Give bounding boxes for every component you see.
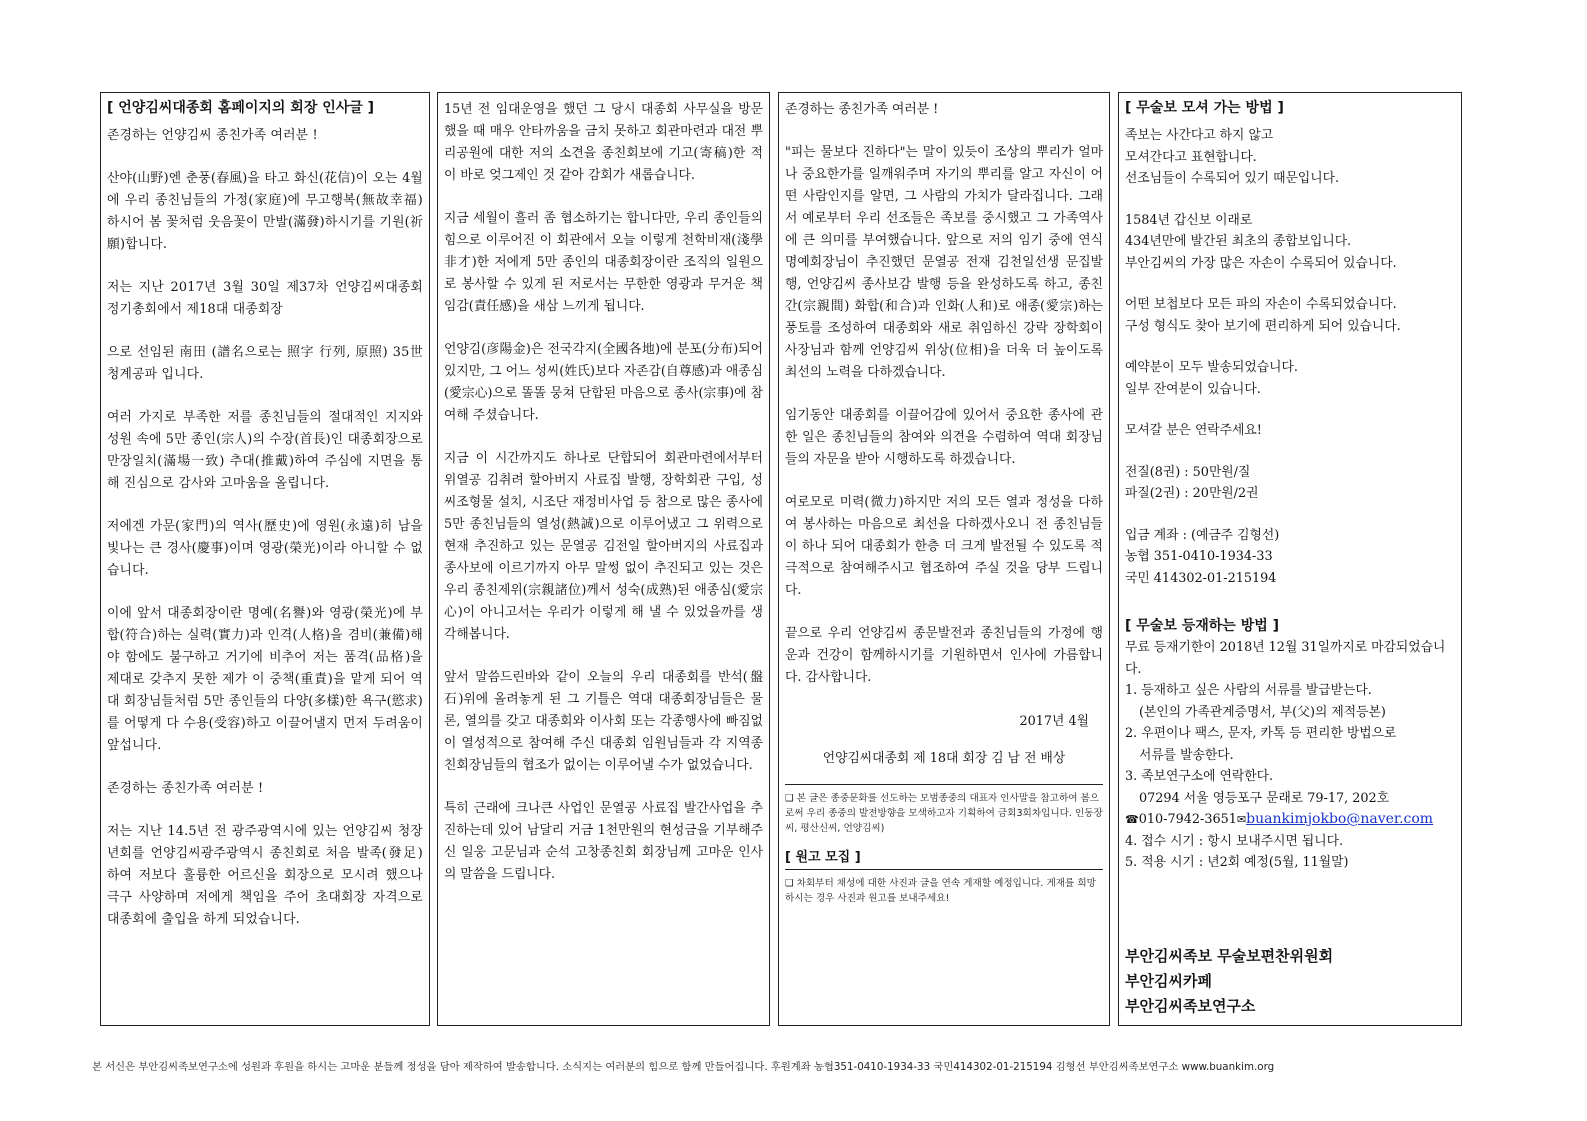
greeting-title: [ 언양김씨대종회 홈페이지의 회장 인사글 ]: [107, 100, 375, 116]
email-link[interactable]: buankimjokbo@naver.com: [1246, 811, 1434, 827]
footer-text: 본 서신은 부안김씨족보연구소에 성원과 후원을 하시는 고마운 분들께 정성을 담아 제작하여 발송합니다. 소식지는 여러분의 힘으로 함께 만들어집니다. 후원계좌 농협351-0410-1934-33 국민414302-01-215194 김형선 부안김씨족보연구소 www.buankim.org: [92, 1061, 1275, 1073]
jokbo-paragraph: 1584년 갑신보 이래로 434년만에 발간된 최초의 종합보입니다. 부안김씨의 가장 많은 자손이 수록되어 있습니다.: [1125, 212, 1397, 271]
greeting-paragraph: 지금 이 시간까지도 하나로 단합되어 회관마련에서부터 위열공 김취려 할아버지 사료집 발행, 장학회관 구입, 성씨조형물 설치, 시조단 재정비사업 등 참으로 많은 종사에 5만 종친님들의 열성(熱誠)으로 이루어냈고 그 위력으로 현재 추진하고 있는 문열공 김전일 할아버지의 사료집과 종사보에 이르기까지 아무 말썽 없이 추진되고 있는 것은 우리 종친제위(宗親諸位)께서 성숙(成熟)된 애종심(愛宗心)이 아니고서는 우리가 이렇게 해 낼 수 있었을까를 생각해봅니다.: [444, 451, 763, 642]
register-intro: 무료 등재기한이 2018년 12월 31일까지로 마감되었습니다.: [1125, 640, 1446, 677]
org-cafe: 부안김씨카페: [1125, 972, 1212, 990]
register-step-2-detail: 서류를 발송한다.: [1139, 747, 1234, 763]
register-step-2: 2. 우편이나 팩스, 문자, 카톡 등 편리한 방법으로: [1125, 726, 1397, 741]
greeting-paragraph: 앞서 말씀드린바와 같이 오늘의 우리 대종회를 반석(盤石)위에 올려놓게 된 그 기틀은 역대 대종회장님들은 물론, 열의를 갖고 대종회와 이사회 또는 각종행사에 빠짐없이 열성적으로 참여해 주신 대종회 임원님들과 각 지역종친회장님들의 협조가 없이는 이루어낼 수가 없었습니다.: [444, 670, 763, 773]
organization-list: [1125, 944, 1333, 1019]
register-step-5: 5. 적용 시기 : 년2회 예정(5월, 11월말): [1125, 855, 1349, 870]
recruit-text: ❑ 차회부터 채성에 대한 사진과 글을 연속 게재할 예정입니다. 게재를 희망하시는 경우 사진과 원고를 보내주세요!: [785, 869, 1103, 906]
greeting-paragraphs-2: [444, 99, 763, 886]
org-committee: 부안김씨족보 무술보편찬위원회: [1125, 947, 1334, 965]
greeting-paragraph: 이에 앞서 대종회장이란 명예(名譽)와 영광(榮光)에 부합(符合)하는 실력(實力)과 인격(人格)을 겸비(兼備)해야 함에도 불구하고 거기에 비추어 저는 품격(品格)을 제대로 갖추지 못한 제가 이 중책(重責)을 맡게 되어 역대 회장님들처럼 5만 종인들의 다양(多樣)한 욕구(慾求)를 어떻게 다 수용(受容)하고 이끌어낼지 먼저 두려움이 앞섭니다.: [107, 606, 423, 753]
greeting-paragraph: 특히 근래에 크나큰 사업인 문열공 사료집 발간사업을 추진하는데 있어 남달리 거금 1천만원의 현성금을 기부해주신 일웅 고문님과 순석 고창종친회 회장님께 고마운 인사의 말씀을 드립니다.: [444, 801, 763, 882]
greeting-paragraph: 끝으로 우리 언양김씨 종문발전과 종친님들의 가정에 행운과 건강이 함께하시기를 기원하면서 인사에 가름합니다. 감사합니다.: [785, 626, 1103, 685]
greeting-paragraph: 지금 세월이 흘러 좀 협소하기는 합니다만, 우리 종인들의 힘으로 이루어진 이 회관에서 오늘 이렇게 천학비재(淺學非才)한 저에게 5만 종인의 대종회장이란 조직의 일원으로 봉사할 수 있게 된 저로서는 무한한 영광과 무거운 책임감(責任感)을 새삼 느끼게 됩니다.: [444, 211, 763, 314]
jokbo-paragraph: 전질(8권) : 50만원/질 파질(2권) : 20만원/2권: [1125, 464, 1259, 501]
greeting-paragraph: 여로모로 미력(微力)하지만 저의 모든 열과 정성을 다하여 봉사하는 마음으로 최선을 다하겠사오니 전 종친님들이 하나 되어 대종회가 한층 더 크게 발전될 수 있도록 적극적으로 참여해주시고 협조하여 주실 것을 당부 드립니다.: [785, 495, 1103, 598]
jokbo-paragraph: 예약분이 모두 발송되었습니다. 일부 잔여분이 있습니다.: [1125, 360, 1298, 397]
greeting-paragraph: 저는 지난 2017년 3월 30일 제37차 언양김씨대종회 정기총회에서 제18대 대종회장: [107, 280, 423, 317]
jokbo-paragraph: 족보는 사간다고 하지 않고 모셔간다고 표현합니다. 선조님들이 수록되어 있기 때문입니다.: [1125, 128, 1340, 186]
greeting-signature: 언양김씨대종회 제 18대 회장 김 남 전 배상: [822, 751, 1066, 766]
greeting-paragraph: 언양김(彦陽金)은 전국각지(全國各地)에 분포(分布)되어 있지만, 그 어느 성씨(姓氏)보다 자존감(自尊感)과 애종심(愛宗心)으로 똘똘 뭉쳐 단합된 마음으로 종사(宗事)에 참여해 주셨습니다.: [444, 342, 763, 423]
address: 07294 서울 영등포구 문래로 79-17, 202호: [1139, 790, 1390, 806]
greeting-paragraph: 존경하는 종친가족 여러분 !: [107, 781, 264, 796]
jokbo-paragraph: 입금 계좌 : (예금주 김형선) 농협 351-0410-1934-33 국민 414302-01-215194: [1125, 527, 1280, 586]
phone-icon: ☎: [1125, 813, 1139, 826]
greeting-paragraph: 저는 지난 14.5년 전 광주광역시에 있는 언양김씨 청장년회를 언양김씨광주광역시 종친회로 처음 발족(發足)하여 저보다 훌륭한 어르신을 회장으로 모시려 했으나 극구 사양하며 저에게 책임을 주어 초대회장 자격으로 대종회에 출입을 하게 되었습니다.: [107, 824, 423, 927]
column-greeting-part3: [778, 92, 1110, 1026]
register-steps: [1125, 637, 1455, 874]
jokbo-paragraph: 어떤 보첩보다 모든 파의 자손이 수록되었습니다. 구성 형식도 찾아 보기에 편리하게 되어 있습니다.: [1125, 297, 1401, 334]
greeting-paragraph: 존경하는 종친가족 여러분 !: [785, 102, 939, 117]
greeting-paragraph: 산야(山野)엔 춘풍(春風)을 타고 화신(花信)이 오는 4월에 우리 종친님들의 가정(家庭)에 무고행복(無故幸福)하시어 봄 꽃처럼 웃음꽃이 만발(滿發)하시기를 기원(祈願)합니다.: [107, 171, 423, 252]
mail-icon: ✉: [1236, 813, 1247, 826]
column-greeting-part2: [437, 92, 770, 1026]
greeting-paragraph: 으로 선임된 南田 (譜名으로는 照字 行列, 原照) 35世 청계공파 입니다.: [107, 345, 423, 382]
phone-number: 010-7942-3651: [1138, 812, 1237, 827]
register-step-3: 3. 족보연구소에 연락한다.: [1125, 769, 1274, 784]
greeting-paragraph: 저에겐 가문(家門)의 역사(歷史)에 영원(永遠)히 남을 빛나는 큰 경사(慶事)이며 영광(榮光)이라 아니할 수 없습니다.: [107, 519, 423, 578]
jokbo-order-title: [ 무술보 모셔 가는 방법 ]: [1125, 100, 1284, 116]
jokbo-paragraph: 모셔갈 분은 연락주세요!: [1125, 423, 1262, 438]
greeting-paragraphs-3: [785, 99, 1103, 689]
register-step-1-detail: (본인의 가족관계증명서, 부(父)의 제적등본): [1139, 704, 1386, 720]
jokbo-order-paragraphs: [1125, 125, 1455, 589]
column-jokbo-info: [1118, 92, 1462, 1026]
greeting-paragraph: 임기동안 대종회를 이끌어감에 있어서 중요한 종사에 관한 일은 종친님들의 참여와 의견을 수렴하여 역대 회장님들의 자문을 받아 시행하도록 하겠습니다.: [785, 408, 1103, 467]
editor-note: ❑ 본 글은 종중문화를 선도하는 모범종중의 대표자 인사말을 참고하여 봄으로써 우리 종중의 발전방향을 모색하고자 기획하여 금회3회차입니다. 인동장씨, 평산신씨, 언양김씨): [785, 784, 1103, 836]
register-step-4: 4. 접수 시기 : 항시 보내주시면 됩니다.: [1125, 833, 1344, 849]
greeting-paragraph: 존경하는 언양김씨 종친가족 여러분 !: [107, 128, 318, 143]
org-institute: 부안김씨족보연구소: [1125, 997, 1256, 1015]
greeting-paragraph: 여러 가지로 부족한 저를 종친님들의 절대적인 지지와 성원 속에 5만 종인(宗人)의 수장(首長)인 대종회장으로 만장일치(滿場一致) 추대(推戴)하여 주심에 지면을 통해 진심으로 감사와 고마움을 올립니다.: [107, 410, 423, 491]
column-greeting-part1: [100, 92, 430, 1026]
jokbo-register-title: [ 무술보 등재하는 방법 ]: [1125, 618, 1280, 634]
register-step-1: 1. 등재하고 싶은 사람의 서류를 발급받는다.: [1125, 683, 1372, 698]
greeting-paragraphs: [107, 125, 423, 931]
recruit-title: [ 원고 모집 ]: [785, 850, 861, 865]
contact-line: [1125, 809, 1455, 831]
greeting-date: 2017년 4월: [1019, 714, 1089, 729]
greeting-paragraph: 15년 전 임대운영을 했던 그 당시 대종회 사무실을 방문했을 때 매우 안타까움을 금치 못하고 회관마련과 대전 뿌리공원에 대한 저의 소견을 종친회보에 기고(寄稿)한 적이 바로 엊그제인 것 같아 감회가 새롭습니다.: [444, 102, 763, 183]
greeting-paragraph: "피는 물보다 진하다"는 말이 있듯이 조상의 뿌리가 얼마나 중요한가를 일깨워주며 자기의 뿌리를 알고 자신이 어떤 사람인지를 알면, 그 사람의 가치가 달라집니다. 그래서 예로부터 우리 선조들은 족보를 중시했고 그 가족역사에 큰 의미를 부여했습니다. 앞으로 저의 임기 중에 연식 명예회장님이 추진했던 문열공 전재 김천일선생 문집발행, 언양김씨 종사보감 발행 등을 완성하도록 하고, 종친간(宗親間) 화합(和合)과 인화(人和)로 애종(愛宗)하는 풍토를 조성하여 대종회와 새로 취임하신 강락 장학회이사장님과 함께 언양김씨 위상(位相)을 더욱 더 높이도록 최선의 노력을 다하겠습니다.: [785, 145, 1103, 380]
